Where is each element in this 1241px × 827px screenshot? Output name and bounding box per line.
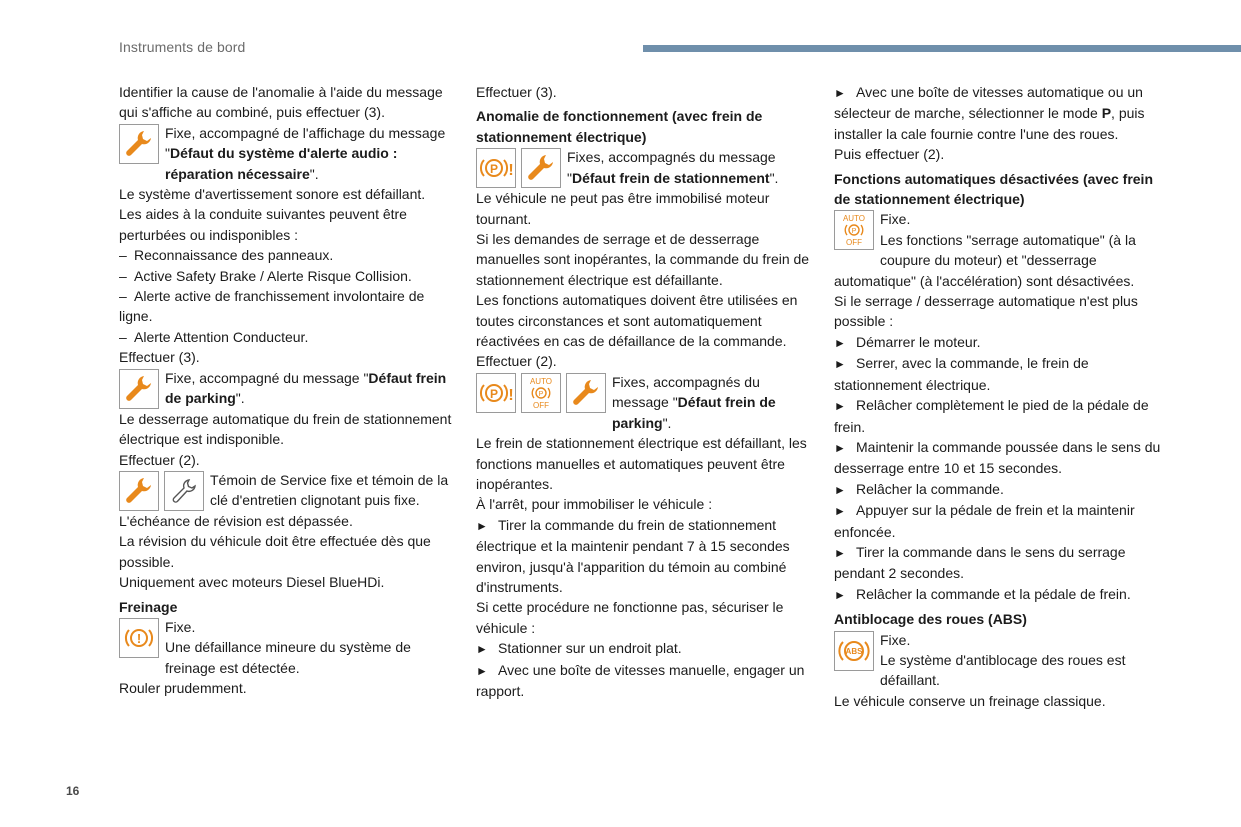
header-bar [643,45,1241,52]
warning-description: Le système d'antiblocage des roues est défaillant. [880,651,1126,689]
paragraph: Le desserrage automatique du frein de stationnement électrique est indisponible. [119,410,452,448]
page-number: 16 [66,784,80,798]
paragraph: Rouler prudemment. [119,680,247,697]
step-text: Avec une boîte de vitesses automatique ou un sélecteur de marche, sélectionner le mode [834,84,1143,122]
step-item [834,82,1172,144]
warning-text: Témoin de Service fixe et témoin de la clé d'entretien clignotant puis fixe. [210,471,449,509]
arrow-bullet-icon: ► [834,440,846,455]
paragraph: Les fonctions automatiques doivent être utilisées en toutes circonstances et sont automatiquement réactivées en cas de défaillance de la commande. [476,292,798,350]
p-glyph: P [538,390,544,398]
p-glyph: P [851,228,857,236]
warning-item [834,209,1172,291]
arrow-bullet-icon: ► [834,335,846,350]
auto-off-icon [521,373,561,413]
wrench-outline-icon [164,471,204,511]
wrench-icon [566,373,606,413]
warning-message: Défaut frein de stationnement [571,169,770,186]
off-label: OFF [846,238,862,248]
section-heading: Antiblocage des roues (ABS) [834,611,1027,628]
mode-p-label: P [1101,105,1112,122]
parking-brake-icon [476,148,516,188]
warning-text-end: ". [235,390,245,407]
step-item [834,353,1172,395]
paragraph: Si les demandes de serrage et de desserrage manuelles sont inopérantes, la commande du frein de stationnement électrique est défaillante. [476,231,810,288]
step-item [834,584,1172,605]
warning-text: Fixe, accompagné de l'affichage du message " [165,124,446,162]
warning-item [476,372,814,433]
list-item-text: Alerte Attention Conducteur. [134,328,309,345]
step-item [834,437,1172,479]
exclamation-glyph: ! [136,630,142,646]
step-item [834,332,1172,353]
paragraph: Puis effectuer (2). [834,146,945,163]
off-label: OFF [533,400,549,410]
p-glyph: P [489,162,499,177]
paragraph: Le véhicule ne peut pas être immobilisé moteur tournant. [476,190,770,227]
warning-text: Fixe. [880,631,911,648]
warning-item [476,147,814,188]
paragraph: Effectuer (3). [476,84,557,100]
auto-label: AUTO [842,214,866,224]
dash-marker: – [119,247,127,264]
wrench-icon [119,471,159,511]
warning-item [119,617,457,678]
step-text: Tirer la commande dans le sens du serrage pendant 2 secondes. [834,543,1126,582]
step-text: Démarrer le moteur. [856,333,981,350]
step-text: Relâcher complètement le pied de la pédale de frein. [834,397,1149,435]
step-text: Appuyer sur la pédale de frein et la maintenir enfoncée. [834,502,1135,540]
list-item-text: Alerte active de franchissement involontaire de ligne. [119,288,425,325]
warning-description: Une défaillance mineure du système de freinage est détectée. [165,639,411,676]
warning-text: Fixes, accompagnés du message " [612,373,760,411]
section-heading: Freinage [119,598,178,615]
step-text: Relâcher la commande. [856,480,1004,497]
paragraph: Identifier la cause de l'anomalie à l'aide du message qui s'affiche au combiné, puis effectuer (3). [119,84,443,121]
list-item [119,245,457,265]
page-header-title: Instruments de bord [119,39,246,55]
warning-text-end: ". [309,165,319,182]
warning-item [834,630,1172,691]
column-3 [834,82,1172,711]
list-item [119,327,457,347]
paragraph: Effectuer (3). [119,349,200,366]
warning-message: Défaut du système d'alerte audio : réparation nécessaire [165,145,398,182]
step-item [476,515,814,598]
wrench-icon [521,148,561,188]
abs-label: ABS [845,646,863,656]
warning-item [119,470,457,511]
step-text: Relâcher la commande et la pédale de frein. [856,585,1131,602]
dash-marker: – [119,288,127,305]
warning-description: Les fonctions "serrage automatique" (à la coupure du moteur) et "desserrage automatique" (à l'accélération) sont désactivées. [834,231,1136,289]
step-text: Serrer, avec la commande, le frein de stationnement électrique. [834,355,1089,393]
auto-label: AUTO [529,376,553,386]
auto-off-icon [834,210,874,250]
list-item [119,266,457,286]
warning-item [119,368,457,409]
warning-text: Fixes, accompagnés du message " [567,149,776,186]
list-item-text: Reconnaissance des panneaux. [134,247,334,264]
parking-brake-icon [476,373,516,413]
list-item [119,286,457,327]
paragraph: Effectuer (2). [119,451,200,468]
warning-text: Fixe. [880,211,911,228]
paragraph: Le frein de stationnement électrique est défaillant, les fonctions manuelles et automatiques peuvent être inopérantes. [476,435,807,492]
arrow-bullet-icon: ► [834,482,846,497]
list-item-text: Active Safety Brake / Alerte Risque Collision. [134,267,412,284]
warning-text-end: ". [662,414,672,431]
paragraph: L'échéance de révision est dépassée. [119,512,353,529]
arrow-bullet-icon: ► [834,587,846,602]
warning-message: Défaut frein de parking [165,369,447,407]
step-item [834,479,1172,500]
exclamation-glyph: ! [508,386,514,404]
warning-text: Fixe, accompagné du message " [165,369,369,386]
paragraph: Si cette procédure ne fonctionne pas, sécuriser le véhicule : [476,599,784,636]
step-text: Tirer la commande du frein de stationnement électrique et la maintenir pendant 7 à 15 secondes environ, jusqu'à l'apparition du témoin au combiné d'instruments. [476,516,790,595]
step-text-end: , puis installer la cale fournie contre l'une des roues. [834,105,1145,142]
arrow-bullet-icon: ► [834,86,846,100]
step-item [834,500,1172,542]
p-glyph: P [489,386,499,401]
arrow-bullet-icon: ► [476,642,488,657]
paragraph: Uniquement avec moteurs Diesel BlueHDi. [119,574,385,591]
arrow-bullet-icon: ► [476,518,488,533]
dash-marker: – [119,328,127,345]
arrow-bullet-icon: ► [834,545,846,560]
step-item [476,660,814,702]
arrow-bullet-icon: ► [834,504,846,519]
warning-text: Fixe. [165,618,196,635]
step-text: Maintenir la commande poussée dans le sens du desserrage entre 10 et 15 secondes. [834,438,1161,477]
wrench-icon [119,369,159,409]
section-heading: Fonctions automatiques désactivées (avec frein de stationnement électrique) [834,170,1153,208]
wrench-icon [119,124,159,164]
paragraph: Effectuer (2). [476,353,557,370]
exclamation-glyph: ! [508,162,514,180]
warning-message: Défaut frein de parking [612,394,776,431]
paragraph: Si le serrage / desserrage automatique n'est plus possible : [834,293,1138,330]
arrow-bullet-icon: ► [834,357,846,372]
warning-text-end: ". [769,169,779,186]
paragraph: Le système d'avertissement sonore est défaillant. [119,186,426,203]
step-text: Stationner sur un endroit plat. [498,640,682,657]
arrow-bullet-icon: ► [834,399,846,414]
paragraph: À l'arrêt, pour immobiliser le véhicule : [476,496,713,513]
step-item [476,638,814,659]
arrow-bullet-icon: ► [476,663,488,678]
paragraph: Le véhicule conserve un freinage classique. [834,692,1106,709]
section-heading: Anomalie de fonctionnement (avec frein de stationnement électrique) [476,108,763,145]
paragraph: La révision du véhicule doit être effectuée dès que possible. [119,533,431,570]
dash-marker: – [119,267,127,284]
abs-icon [834,631,874,671]
column-1 [119,82,457,699]
step-text: Avec une boîte de vitesses manuelle, engager un rapport. [476,661,805,699]
column-2 [476,82,814,701]
step-item [834,542,1172,584]
paragraph: Les aides à la conduite suivantes peuvent être perturbées ou indisponibles : [119,206,407,243]
brake-warning-icon [119,618,159,658]
warning-item [119,123,457,184]
step-item [834,395,1172,437]
